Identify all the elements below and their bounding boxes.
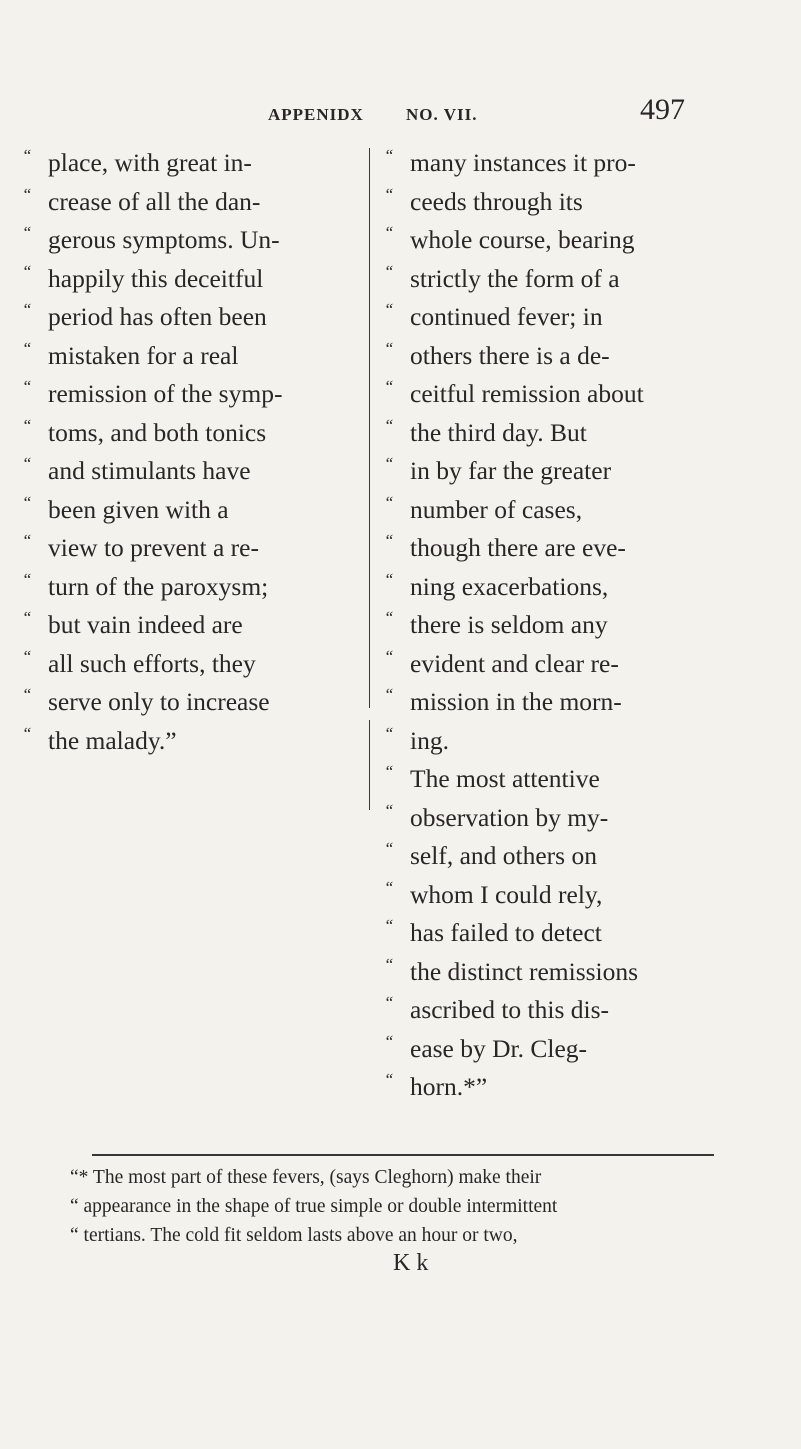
text-line bbox=[384, 144, 764, 183]
quote-mark: “ bbox=[384, 685, 394, 704]
text-line bbox=[384, 529, 764, 568]
quote-mark: “ bbox=[22, 454, 32, 473]
quote-mark: “ bbox=[22, 184, 32, 204]
quote-mark: “ bbox=[384, 184, 394, 204]
line-text: ning exacerbations, bbox=[410, 571, 609, 601]
running-header bbox=[0, 95, 801, 135]
text-line bbox=[384, 1068, 764, 1107]
text-line bbox=[22, 645, 372, 684]
quote-mark: “ bbox=[384, 492, 394, 512]
line-text: strictly the form of a bbox=[410, 263, 620, 293]
text-line bbox=[384, 876, 764, 915]
footnote-line: “ appearance in the shape of true simple or double intermittent bbox=[70, 1196, 558, 1217]
page-number: 497 bbox=[640, 93, 685, 126]
quote-mark: “ bbox=[384, 377, 394, 396]
line-text: view to prevent a re- bbox=[48, 533, 259, 562]
left-column bbox=[22, 144, 372, 760]
quote-mark: “ bbox=[384, 916, 394, 935]
quote-mark: “ bbox=[22, 146, 32, 165]
quote-mark: “ bbox=[22, 531, 32, 550]
text-line bbox=[22, 183, 372, 222]
quote-mark: “ bbox=[384, 223, 394, 242]
text-line bbox=[384, 298, 764, 337]
quote-mark: “ bbox=[22, 377, 32, 396]
text-line bbox=[22, 529, 372, 568]
line-text: the third day. But bbox=[410, 417, 587, 447]
text-line bbox=[22, 221, 372, 260]
text-line bbox=[22, 414, 372, 453]
text-line bbox=[22, 568, 372, 607]
line-text: continued fever; in bbox=[410, 302, 603, 331]
quote-mark: “ bbox=[384, 261, 394, 281]
line-text: whom I could rely, bbox=[410, 879, 603, 909]
line-text: ease by Dr. Cleg- bbox=[410, 1033, 588, 1063]
line-text: observation by my- bbox=[410, 802, 609, 832]
line-text: serve only to increase bbox=[48, 687, 270, 716]
text-line bbox=[384, 953, 764, 992]
line-text: been given with a bbox=[48, 494, 229, 524]
line-text: ceeds through its bbox=[410, 186, 583, 216]
quote-mark: “ bbox=[384, 531, 394, 550]
quote-mark: “ bbox=[22, 492, 32, 512]
text-line bbox=[384, 1030, 764, 1069]
quote-mark: “ bbox=[384, 839, 394, 858]
quote-mark: “ bbox=[22, 261, 32, 281]
text-line bbox=[384, 183, 764, 222]
text-line bbox=[22, 722, 372, 761]
line-text: self, and others on bbox=[410, 841, 597, 870]
line-text: ceitful remission about bbox=[410, 379, 644, 408]
line-text: number of cases, bbox=[410, 494, 583, 524]
text-line bbox=[384, 491, 764, 530]
line-text: The most attentive bbox=[410, 764, 600, 793]
quote-mark: “ bbox=[22, 223, 32, 242]
quote-mark: “ bbox=[384, 608, 394, 627]
text-line bbox=[22, 337, 372, 376]
line-text: there is seldom any bbox=[410, 610, 608, 639]
text-line bbox=[22, 375, 372, 414]
line-text: remission of the symp- bbox=[48, 379, 283, 408]
line-text: period has often been bbox=[48, 302, 267, 331]
text-line bbox=[384, 414, 764, 453]
text-line bbox=[384, 722, 764, 761]
line-text: ing. bbox=[410, 725, 449, 755]
line-text: turn of the paroxysm; bbox=[48, 571, 269, 601]
line-text: many instances it pro- bbox=[410, 148, 636, 177]
line-text: mistaken for a real bbox=[48, 340, 239, 370]
line-text: horn.*” bbox=[410, 1072, 488, 1101]
quote-mark: “ bbox=[384, 877, 394, 897]
line-text: whole course, bearing bbox=[410, 225, 635, 254]
line-text: the distinct remissions bbox=[410, 956, 639, 986]
text-line bbox=[384, 914, 764, 953]
line-text: in by far the greater bbox=[410, 456, 612, 485]
footnote bbox=[70, 1163, 770, 1250]
text-line bbox=[22, 452, 372, 491]
running-title-left: APPENIDX bbox=[268, 105, 364, 124]
line-text: crease of all the dan- bbox=[48, 186, 261, 216]
text-line bbox=[22, 491, 372, 530]
line-text: and stimulants have bbox=[48, 456, 251, 485]
quote-mark: “ bbox=[384, 300, 394, 319]
line-text: evident and clear re- bbox=[410, 648, 619, 678]
quote-mark: “ bbox=[22, 415, 32, 435]
quote-mark: “ bbox=[384, 993, 394, 1012]
quote-mark: “ bbox=[22, 723, 32, 743]
text-line bbox=[22, 683, 372, 722]
quote-mark: “ bbox=[384, 646, 394, 666]
quote-mark: “ bbox=[384, 723, 394, 743]
text-line bbox=[384, 260, 764, 299]
quote-mark: “ bbox=[384, 454, 394, 473]
text-line bbox=[22, 260, 372, 299]
text-line bbox=[384, 337, 764, 376]
line-text: the malady.” bbox=[48, 725, 177, 755]
text-line bbox=[384, 991, 764, 1030]
text-line bbox=[384, 606, 764, 645]
quote-mark: “ bbox=[22, 646, 32, 666]
quote-mark: “ bbox=[384, 954, 394, 974]
text-line bbox=[384, 645, 764, 684]
text-line bbox=[384, 221, 764, 260]
line-text: others there is a de- bbox=[410, 340, 610, 370]
quote-mark: “ bbox=[384, 415, 394, 435]
quote-mark: “ bbox=[384, 1031, 394, 1051]
quote-mark: “ bbox=[384, 800, 394, 820]
line-text: ascribed to this dis- bbox=[410, 995, 610, 1024]
text-line bbox=[384, 568, 764, 607]
line-text: has failed to detect bbox=[410, 918, 602, 947]
footnote-line: “ tertians. The cold fit seldom lasts above an hour or two, bbox=[70, 1225, 518, 1246]
line-text: gerous symptoms. Un- bbox=[48, 225, 280, 254]
text-line bbox=[384, 837, 764, 876]
footnote-rule bbox=[92, 1154, 714, 1156]
line-text: place, with great in- bbox=[48, 148, 252, 177]
quote-mark: “ bbox=[22, 685, 32, 704]
text-line bbox=[384, 375, 764, 414]
quote-mark: “ bbox=[22, 300, 32, 319]
quote-mark: “ bbox=[384, 762, 394, 781]
text-line bbox=[22, 298, 372, 337]
text-line bbox=[384, 799, 764, 838]
running-title-right: NO. VII. bbox=[406, 105, 478, 124]
line-text: all such efforts, they bbox=[48, 648, 256, 678]
signature-mark: K k bbox=[393, 1250, 429, 1276]
quote-mark: “ bbox=[384, 569, 394, 589]
quote-mark: “ bbox=[384, 1070, 394, 1089]
quote-mark: “ bbox=[384, 146, 394, 165]
line-text: but vain indeed are bbox=[48, 610, 243, 639]
quote-mark: “ bbox=[384, 338, 394, 358]
line-text: mission in the morn- bbox=[410, 687, 622, 716]
line-text: though there are eve- bbox=[410, 533, 626, 562]
column-divider-lower bbox=[369, 720, 370, 810]
right-column bbox=[384, 144, 764, 1107]
text-line bbox=[384, 452, 764, 491]
text-line bbox=[22, 144, 372, 183]
line-text: happily this deceitful bbox=[48, 263, 264, 293]
line-text: toms, and both tonics bbox=[48, 417, 267, 447]
quote-mark: “ bbox=[22, 569, 32, 589]
text-line bbox=[384, 760, 764, 799]
footnote-line: “* The most part of these fevers, (says Cleghorn) make their bbox=[70, 1167, 542, 1188]
quote-mark: “ bbox=[22, 338, 32, 358]
text-line bbox=[384, 683, 764, 722]
quote-mark: “ bbox=[22, 608, 32, 627]
column-divider bbox=[369, 148, 370, 708]
text-line bbox=[22, 606, 372, 645]
